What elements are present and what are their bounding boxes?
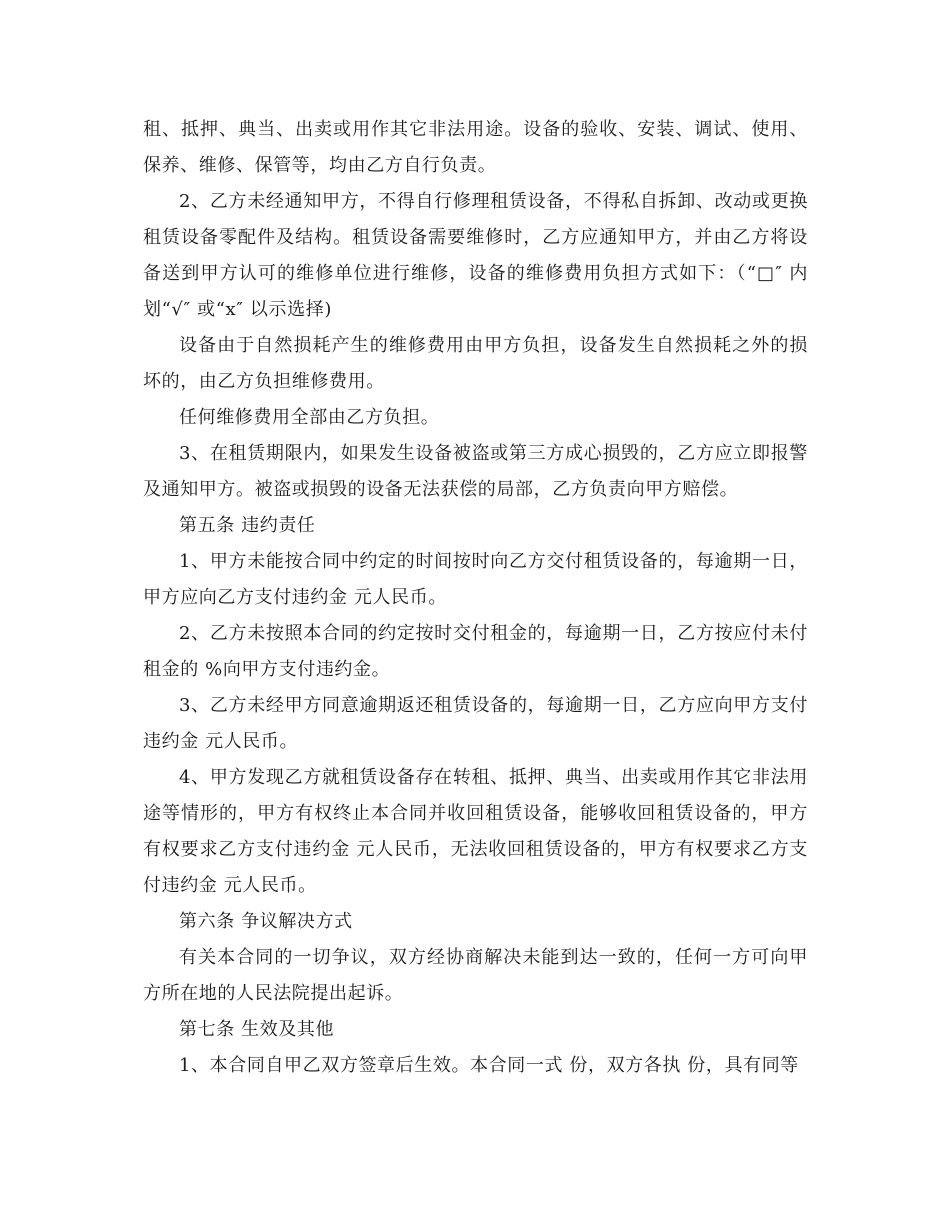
paragraph-breach-2: 2、乙方未按照本合同的约定按时交付租金的，每逾期一日，乙方按应付未付租金的 %向甲方支付违约金。 bbox=[143, 623, 808, 680]
paragraph-theft-damage: 3、在租赁期限内，如果发生设备被盗或第三方成心损毁的，乙方应立即报警及通知甲方。被盗或损毁的设备无法获偿的局部，乙方负责向甲方赔偿。 bbox=[143, 443, 808, 500]
document-body bbox=[143, 112, 808, 1084]
paragraph-natural-wear: 设备由于自然损耗产生的维修费用由甲方负担，设备发生自然损耗之外的损坏的，由乙方负担维修费用。 bbox=[143, 335, 808, 392]
section-heading-dispute: 第六条 争议解决方式 bbox=[179, 911, 353, 932]
paragraph-breach-4: 4、甲方发现乙方就租赁设备存在转租、抵押、典当、出卖或用作其它非法用途等情形的，甲方有权终止本合同并收回租赁设备，能够收回租赁设备的，甲方有权要求乙方支付违约金 元人民币，无法收回租赁设备的，甲方有权要求乙方支付违约金 元人民币。 bbox=[143, 767, 808, 896]
paragraph-breach-1: 1、甲方未能按合同中约定的时间按时向乙方交付租赁设备的，每逾期一日，甲方应向乙方支付违约金 元人民币。 bbox=[143, 551, 808, 608]
section-heading-breach: 第五条 违约责任 bbox=[179, 515, 316, 536]
section-heading-effect: 第七条 生效及其他 bbox=[179, 1019, 335, 1040]
paragraph-dispute: 有关本合同的一切争议，双方经协商解决未能到达一致的，任何一方可向甲方所在地的人民法院提出起诉。 bbox=[143, 947, 808, 1004]
paragraph-repair-clause: 2、乙方未经通知甲方，不得自行修理租赁设备，不得私自拆卸、改动或更换租赁设备零配件及结构。租赁设备需要维修时，乙方应通知甲方，并由乙方将设备送到甲方认可的维修单位进行维修，设备的维修费用负担方式如下：（“□″ 内划“√″ 或“x″ 以示选择) bbox=[143, 191, 808, 320]
paragraph-effect-1: 1、本合同自甲乙双方签章后生效。本合同一式 份，双方各执 份，具有同等 bbox=[179, 1055, 799, 1076]
paragraph-all-repair-cost: 任何维修费用全部由乙方负担。 bbox=[179, 407, 440, 428]
paragraph-breach-3: 3、乙方未经甲方同意逾期返还租赁设备的，每逾期一日，乙方应向甲方支付违约金 元人民币。 bbox=[143, 695, 808, 752]
paragraph-continuation: 租、抵押、典当、出卖或用作其它非法用途。设备的验收、安装、调试、使用、保养、维修、保管等，均由乙方自行负责。 bbox=[143, 119, 808, 176]
